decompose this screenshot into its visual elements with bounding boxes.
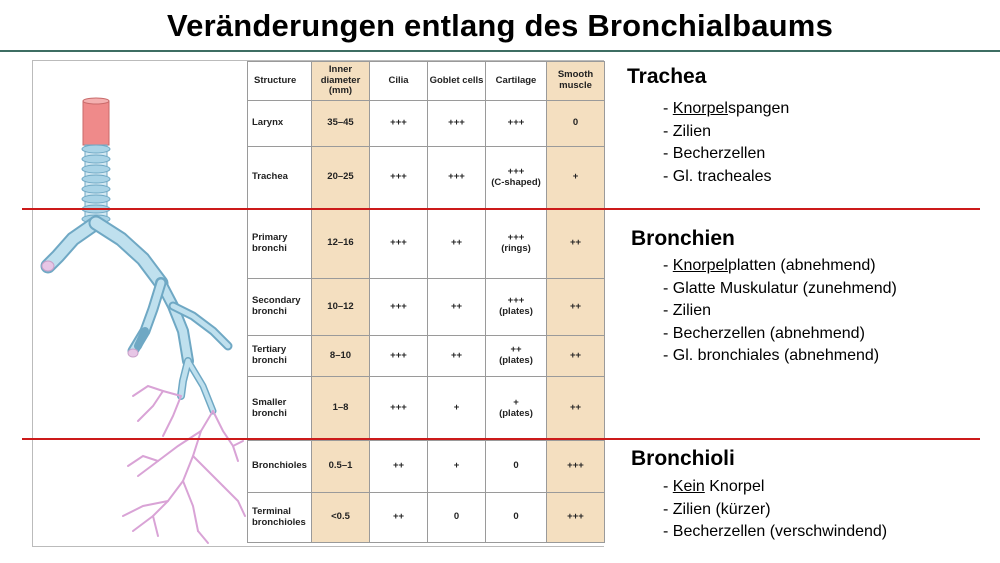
cell-goblet: + — [428, 377, 486, 441]
bronchioles — [123, 386, 245, 543]
list-item: - Becherzellen — [663, 145, 766, 163]
table-row — [248, 147, 605, 209]
cell-structure: Smaller bronchi — [248, 377, 312, 441]
table-row — [248, 377, 605, 441]
list-bronchioli — [663, 476, 887, 544]
list-trachea — [663, 98, 789, 188]
cartilage-value: +++ — [507, 117, 525, 129]
list-bronchien — [663, 255, 897, 368]
cell-cartilage — [486, 493, 547, 543]
title-underline — [0, 50, 1000, 52]
cell-goblet: + — [428, 441, 486, 493]
list-item: - Knorpelspangen — [663, 100, 790, 117]
table-row — [248, 493, 605, 543]
cartilage-note: (rings) — [501, 242, 531, 254]
cell-structure: Tertiary bronchi — [248, 336, 312, 377]
cell-goblet: 0 — [428, 493, 486, 543]
larynx-tube — [83, 101, 109, 145]
cell-muscle: +++ — [547, 441, 605, 493]
cell-muscle: ++ — [547, 209, 605, 279]
cartilage-note: (plates) — [499, 407, 533, 419]
cell-cartilage — [486, 147, 547, 209]
cell-cartilage — [486, 279, 547, 336]
smaller-bronchi — [181, 361, 213, 411]
header-smooth-muscle: Smooth muscle — [547, 62, 605, 101]
cell-diameter: 1–8 — [312, 377, 370, 441]
cartilage-value: +++ — [507, 295, 525, 307]
list-item: - Gl. tracheales — [663, 167, 772, 185]
cell-goblet: ++ — [428, 279, 486, 336]
bronchial-tree-illustration — [33, 61, 248, 546]
cell-structure: Secondary bronchi — [248, 279, 312, 336]
cell-cartilage — [486, 377, 547, 441]
larynx-top — [83, 98, 109, 104]
primary-bronchi — [42, 223, 161, 283]
cell-muscle: 0 — [547, 101, 605, 147]
section-title-trachea: Trachea — [627, 65, 707, 88]
header-cilia: Cilia — [370, 62, 428, 101]
cell-cilia: +++ — [370, 377, 428, 441]
bronchial-tree-table — [247, 61, 605, 543]
trachea — [82, 145, 110, 223]
divider-trachea-bronchien — [22, 208, 980, 210]
list-item: - Kein Knorpel — [663, 478, 765, 495]
cartilage-value: +++ — [507, 231, 525, 243]
cell-goblet: ++ — [428, 209, 486, 279]
cell-structure: Primary bronchi — [248, 209, 312, 279]
cell-cilia: +++ — [370, 147, 428, 209]
cartilage-value: + — [513, 396, 519, 408]
cell-cilia: ++ — [370, 441, 428, 493]
bronchial-tree-figure — [32, 60, 604, 547]
cell-muscle: ++ — [547, 336, 605, 377]
table-row — [248, 279, 605, 336]
cartilage-value: 0 — [513, 511, 519, 523]
cartilage-note: (plates) — [499, 355, 533, 366]
cell-structure: Terminal bronchioles — [248, 493, 312, 543]
header-cartilage: Cartilage — [486, 62, 547, 101]
list-item: - Becherzellen (abnehmend) — [663, 324, 865, 342]
list-item: - Becherzellen (verschwindend) — [663, 523, 888, 541]
cell-structure: Larynx — [248, 101, 312, 147]
cell-cartilage — [486, 441, 547, 493]
cartilage-value: +++ — [507, 165, 525, 177]
cell-diameter: 35–45 — [312, 101, 370, 147]
table-row — [248, 101, 605, 147]
list-item: - Zilien (kürzer) — [663, 500, 771, 518]
cartilage-note: (C-shaped) — [491, 176, 541, 188]
list-item: - Gl. bronchiales (abnehmend) — [663, 347, 880, 365]
cell-cilia: +++ — [370, 101, 428, 147]
cell-diameter: 12–16 — [312, 209, 370, 279]
cell-goblet: ++ — [428, 336, 486, 377]
section-title-bronchien: Bronchien — [631, 227, 735, 250]
cell-cilia: ++ — [370, 493, 428, 543]
cell-muscle: ++ — [547, 377, 605, 441]
cell-diameter: 20–25 — [312, 147, 370, 209]
table-row — [248, 336, 605, 377]
cell-diameter: 8–10 — [312, 336, 370, 377]
cell-diameter: 0.5–1 — [312, 441, 370, 493]
cell-muscle: +++ — [547, 493, 605, 543]
table-header-row — [248, 62, 605, 101]
cell-muscle: ++ — [547, 279, 605, 336]
table-row — [248, 441, 605, 493]
cell-goblet: +++ — [428, 101, 486, 147]
header-inner-diameter: Inner diameter (mm) — [312, 62, 370, 101]
cell-muscle: + — [547, 147, 605, 209]
cell-cilia: +++ — [370, 336, 428, 377]
cell-diameter: <0.5 — [312, 493, 370, 543]
list-item: - Knorpelplatten (abnehmend) — [663, 257, 876, 274]
cell-diameter: 10–12 — [312, 279, 370, 336]
cartilage-value: 0 — [513, 460, 519, 472]
cell-structure: Trachea — [248, 147, 312, 209]
header-structure: Structure — [248, 62, 312, 101]
divider-bronchien-bronchioli — [22, 438, 980, 440]
cell-cartilage — [486, 101, 547, 147]
table-row — [248, 209, 605, 279]
header-goblet-cells: Goblet cells — [428, 62, 486, 101]
cell-cartilage — [486, 336, 547, 377]
cell-cartilage — [486, 209, 547, 279]
cartilage-note: (plates) — [499, 306, 533, 317]
page-title: Veränderungen entlang des Bronchialbaums — [166, 8, 834, 43]
cartilage-value: ++ — [510, 344, 522, 356]
list-item: - Glatte Muskulatur (zunehmend) — [663, 279, 897, 297]
secondary-bronchi — [128, 283, 228, 361]
cell-goblet: +++ — [428, 147, 486, 209]
cell-structure: Bronchioles — [248, 441, 312, 493]
list-item: - Zilien — [663, 122, 712, 140]
cell-cilia: +++ — [370, 209, 428, 279]
list-item: - Zilien — [663, 302, 712, 320]
section-title-bronchioli: Bronchioli — [631, 447, 735, 470]
cell-cilia: +++ — [370, 279, 428, 336]
